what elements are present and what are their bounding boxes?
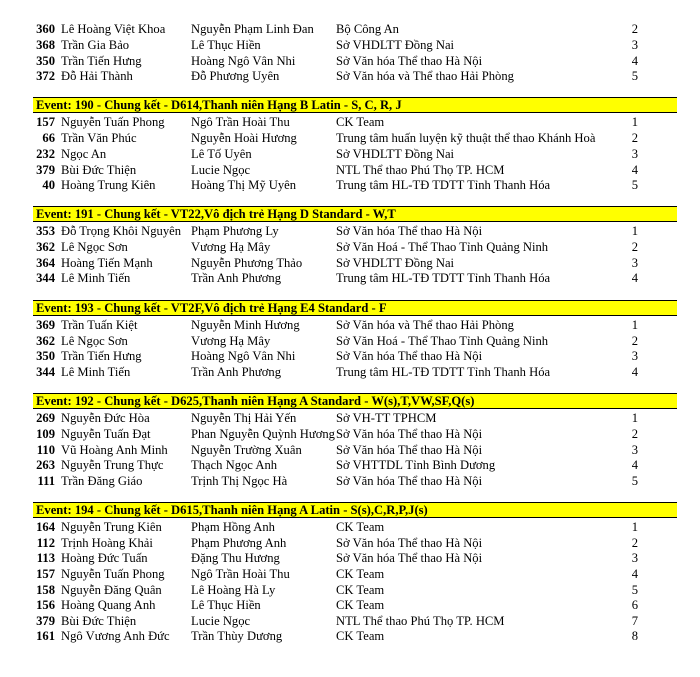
club-name: Sở Văn hóa Thể thao Hà Nội (336, 54, 483, 68)
placement: 5 (631, 69, 638, 83)
club-name: Sở VHDLTT Đồng Nai (336, 38, 455, 52)
competitor-number: 269 (36, 411, 55, 425)
leader-name: Trần Tiến Hưng (61, 54, 142, 68)
placement: 2 (631, 131, 638, 145)
result-row (0, 177, 700, 193)
result-row (0, 550, 700, 566)
result-row (0, 146, 700, 162)
competitor-number: 360 (36, 22, 55, 36)
club-name: NTL Thể thao Phú Thọ TP. HCM (336, 614, 505, 628)
partner-name: Nguyễn Thị Hải Yến (191, 411, 297, 425)
result-row (0, 114, 700, 130)
placement: 2 (631, 427, 638, 441)
competitor-number: 362 (36, 334, 55, 348)
club-name: Sở Văn Hoá - Thể Thao Tỉnh Quảng Ninh (336, 334, 549, 348)
leader-name: Trần Đăng Giáo (61, 474, 143, 488)
competitor-number: 40 (42, 178, 55, 192)
partner-name: Hoàng Ngô Vân Nhi (191, 349, 296, 363)
event-header: Event: 193 - Chung kết - VT2F,Vô địch trẻ Hạng E4 Standard - F (33, 301, 677, 316)
partner-name: Hoàng Ngô Vân Nhi (191, 54, 296, 68)
leader-name: Nguyễn Đăng Quân (61, 583, 162, 597)
partner-name: Nguyễn Phạm Linh Đan (191, 22, 314, 36)
club-name: Sở Văn hóa Thể thao Hà Nội (336, 536, 483, 550)
partner-name: Nguyễn Trường Xuân (191, 443, 302, 457)
competitor-number: 379 (36, 614, 55, 628)
placement: 3 (631, 147, 638, 161)
event-header: Event: 194 - Chung kết - D615,Thanh niên Hạng A Latin - S(s),C,R,P,J(s) (33, 503, 677, 518)
competitor-number: 156 (36, 598, 55, 612)
result-row (0, 582, 700, 598)
leader-name: Trần Tuấn Kiệt (61, 318, 138, 332)
competitor-number: 111 (37, 474, 55, 488)
partner-name: Phạm Hồng Anh (191, 520, 275, 534)
competitor-number: 368 (36, 38, 55, 52)
club-name: Sở Văn hóa và Thể thao Hải Phòng (336, 318, 514, 332)
result-row (0, 364, 700, 380)
partner-name: Hoàng Thị Mỹ Uyên (191, 178, 297, 192)
placement: 4 (631, 271, 638, 285)
partner-name: Trần Thùy Dương (191, 629, 283, 643)
partner-name: Lê Hoàng Hà Ly (191, 583, 276, 597)
club-name: Bộ Công An (336, 22, 399, 36)
leader-name: Nguyễn Tuấn Phong (61, 115, 165, 129)
leader-name: Nguyễn Trung Kiên (61, 520, 162, 534)
placement: 2 (631, 536, 638, 550)
partner-name: Thạch Ngọc Anh (191, 458, 278, 472)
competitor-number: 362 (36, 240, 55, 254)
placement: 4 (631, 458, 638, 472)
leader-name: Lê Minh Tiến (61, 365, 131, 379)
placement: 3 (631, 443, 638, 457)
leader-name: Trần Tiến Hưng (61, 349, 142, 363)
partner-name: Ngô Trần Hoài Thu (191, 115, 290, 129)
partner-name: Đặng Thu Hương (191, 551, 280, 565)
result-row (0, 68, 700, 84)
placement: 2 (631, 334, 638, 348)
leader-name: Hoàng Tiến Mạnh (61, 256, 153, 270)
club-name: NTL Thể thao Phú Thọ TP. HCM (336, 163, 505, 177)
placement: 1 (631, 411, 638, 425)
club-name: Sở Văn hóa Thể thao Hà Nội (336, 427, 483, 441)
leader-name: Hoàng Đức Tuấn (61, 551, 148, 565)
partner-name: Lê Thục Hiền (191, 598, 261, 612)
club-name: Sở VHTTDL Tỉnh Bình Dương (336, 458, 496, 472)
partner-name: Lucie Ngọc (191, 163, 251, 177)
leader-name: Nguyễn Tuấn Đạt (61, 427, 151, 441)
competitor-number: 344 (36, 271, 55, 285)
partner-name: Trần Anh Phương (191, 365, 282, 379)
competitor-number: 164 (36, 520, 55, 534)
placement: 5 (631, 583, 638, 597)
leader-name: Ngọc An (61, 147, 107, 161)
placement: 3 (631, 551, 638, 565)
result-row (0, 457, 700, 473)
placement: 4 (631, 163, 638, 177)
competitor-number: 379 (36, 163, 55, 177)
club-name: Sở Văn hóa Thể thao Hà Nội (336, 474, 483, 488)
competitor-number: 112 (36, 536, 55, 550)
partner-name: Nguyễn Minh Hương (191, 318, 300, 332)
competitor-number: 109 (36, 427, 55, 441)
competitor-number: 369 (36, 318, 55, 332)
competitor-number: 113 (36, 551, 55, 565)
club-name: Sở VH-TT TPHCM (336, 411, 437, 425)
leader-name: Nguyễn Đức Hòa (61, 411, 150, 425)
partner-name: Vương Hạ Mây (191, 240, 271, 254)
leader-name: Lê Minh Tiến (61, 271, 131, 285)
club-name: CK Team (336, 629, 385, 643)
placement: 4 (631, 567, 638, 581)
competitor-number: 263 (36, 458, 55, 472)
result-row (0, 519, 700, 535)
event-header: Event: 192 - Chung kết - D625,Thanh niên Hạng A Standard - W(s),T,VW,SF,Q(s) (33, 394, 677, 409)
partner-name: Vương Hạ Mây (191, 334, 271, 348)
result-row (0, 566, 700, 582)
club-name: CK Team (336, 598, 385, 612)
club-name: Sở Văn hóa Thể thao Hà Nội (336, 551, 483, 565)
club-name: CK Team (336, 583, 385, 597)
club-name: CK Team (336, 520, 385, 534)
club-name: Trung tâm HL-TĐ TDTT Tỉnh Thanh Hóa (336, 178, 551, 192)
result-row (0, 535, 700, 551)
partner-name: Lucie Ngọc (191, 614, 251, 628)
partner-name: Lê Tố Uyên (191, 147, 252, 161)
placement: 8 (631, 629, 638, 643)
leader-name: Nguyễn Tuấn Phong (61, 567, 165, 581)
result-row (0, 333, 700, 349)
competitor-number: 110 (36, 443, 55, 457)
leader-name: Bùi Đức Thiện (61, 614, 137, 628)
result-row (0, 130, 700, 146)
club-name: Sở Văn hóa Thể thao Hà Nội (336, 443, 483, 457)
leader-name: Lê Hoàng Việt Khoa (61, 22, 166, 36)
leader-name: Trần Văn Phúc (61, 131, 137, 145)
club-name: Sở Văn hóa Thể thao Hà Nội (336, 224, 483, 238)
result-row (0, 21, 700, 37)
leader-name: Đỗ Trọng Khôi Nguyên (61, 224, 182, 238)
result-row (0, 628, 700, 644)
competitor-number: 350 (36, 54, 55, 68)
leader-name: Hoàng Trung Kiên (61, 178, 156, 192)
result-row (0, 223, 700, 239)
partner-name: Trịnh Thị Ngọc Hà (191, 474, 288, 488)
leader-name: Đỗ Hải Thành (61, 69, 133, 83)
event-header: Event: 191 - Chung kết - VT22,Vô địch trẻ Hạng D Standard - W,T (33, 207, 677, 222)
competitor-number: 232 (36, 147, 55, 161)
result-row (0, 426, 700, 442)
club-name: Sở Văn Hoá - Thể Thao Tỉnh Quảng Ninh (336, 240, 549, 254)
club-name: Trung tâm HL-TĐ TDTT Tỉnh Thanh Hóa (336, 365, 551, 379)
partner-name: Đỗ Phương Uyên (191, 69, 280, 83)
result-row (0, 317, 700, 333)
result-row (0, 162, 700, 178)
result-row (0, 255, 700, 271)
event-header: Event: 190 - Chung kết - D614,Thanh niên Hạng B Latin - S, C, R, J (33, 98, 677, 113)
result-row (0, 613, 700, 629)
competitor-number: 353 (36, 224, 55, 238)
competitor-number: 372 (36, 69, 55, 83)
placement: 5 (631, 474, 638, 488)
result-row (0, 239, 700, 255)
partner-name: Nguyễn Hoài Hương (191, 131, 297, 145)
result-row (0, 597, 700, 613)
result-row (0, 442, 700, 458)
leader-name: Trịnh Hoàng Khải (61, 536, 153, 550)
result-row (0, 53, 700, 69)
placement: 3 (631, 256, 638, 270)
placement: 4 (631, 54, 638, 68)
club-name: Sở VHDLTT Đồng Nai (336, 147, 455, 161)
club-name: Trung tâm HL-TĐ TDTT Tỉnh Thanh Hóa (336, 271, 551, 285)
placement: 3 (631, 38, 638, 52)
competitor-number: 161 (36, 629, 55, 643)
leader-name: Nguyễn Trung Thực (61, 458, 164, 472)
partner-name: Phạm Phương Anh (191, 536, 287, 550)
result-row (0, 270, 700, 286)
club-name: Sở VHDLTT Đồng Nai (336, 256, 455, 270)
competitor-number: 344 (36, 365, 55, 379)
placement: 1 (631, 115, 638, 129)
placement: 1 (631, 520, 638, 534)
result-row (0, 348, 700, 364)
placement: 5 (631, 178, 638, 192)
result-row (0, 37, 700, 53)
club-name: Trung tâm huấn luyện kỹ thuật thể thao Khánh Hoà (336, 131, 596, 145)
leader-name: Trần Gia Bảo (61, 38, 130, 52)
placement: 6 (631, 598, 638, 612)
leader-name: Lê Ngọc Sơn (61, 334, 128, 348)
club-name: CK Team (336, 115, 385, 129)
competitor-number: 158 (36, 583, 55, 597)
placement: 1 (631, 318, 638, 332)
competitor-number: 157 (36, 567, 55, 581)
competitor-number: 157 (36, 115, 55, 129)
competitor-number: 364 (36, 256, 55, 270)
placement: 3 (631, 349, 638, 363)
competitor-number: 66 (42, 131, 55, 145)
leader-name: Ngô Vương Anh Đức (61, 629, 170, 643)
competitor-number: 350 (36, 349, 55, 363)
leader-name: Lê Ngọc Sơn (61, 240, 128, 254)
club-name: Sở Văn hóa Thể thao Hà Nội (336, 349, 483, 363)
club-name: CK Team (336, 567, 385, 581)
partner-name: Phan Nguyễn Quỳnh Hương (191, 427, 335, 441)
result-row (0, 473, 700, 489)
leader-name: Bùi Đức Thiện (61, 163, 137, 177)
partner-name: Trần Anh Phương (191, 271, 282, 285)
placement: 2 (631, 22, 638, 36)
placement: 4 (631, 365, 638, 379)
partner-name: Phạm Phương Ly (191, 224, 279, 238)
leader-name: Vũ Hoàng Anh Minh (61, 443, 168, 457)
partner-name: Lê Thục Hiền (191, 38, 261, 52)
partner-name: Nguyễn Phương Thảo (191, 256, 303, 270)
placement: 1 (631, 224, 638, 238)
leader-name: Hoàng Quang Anh (61, 598, 156, 612)
placement: 2 (631, 240, 638, 254)
club-name: Sở Văn hóa và Thể thao Hải Phòng (336, 69, 514, 83)
placement: 7 (631, 614, 638, 628)
result-row (0, 410, 700, 426)
partner-name: Ngô Trần Hoài Thu (191, 567, 290, 581)
